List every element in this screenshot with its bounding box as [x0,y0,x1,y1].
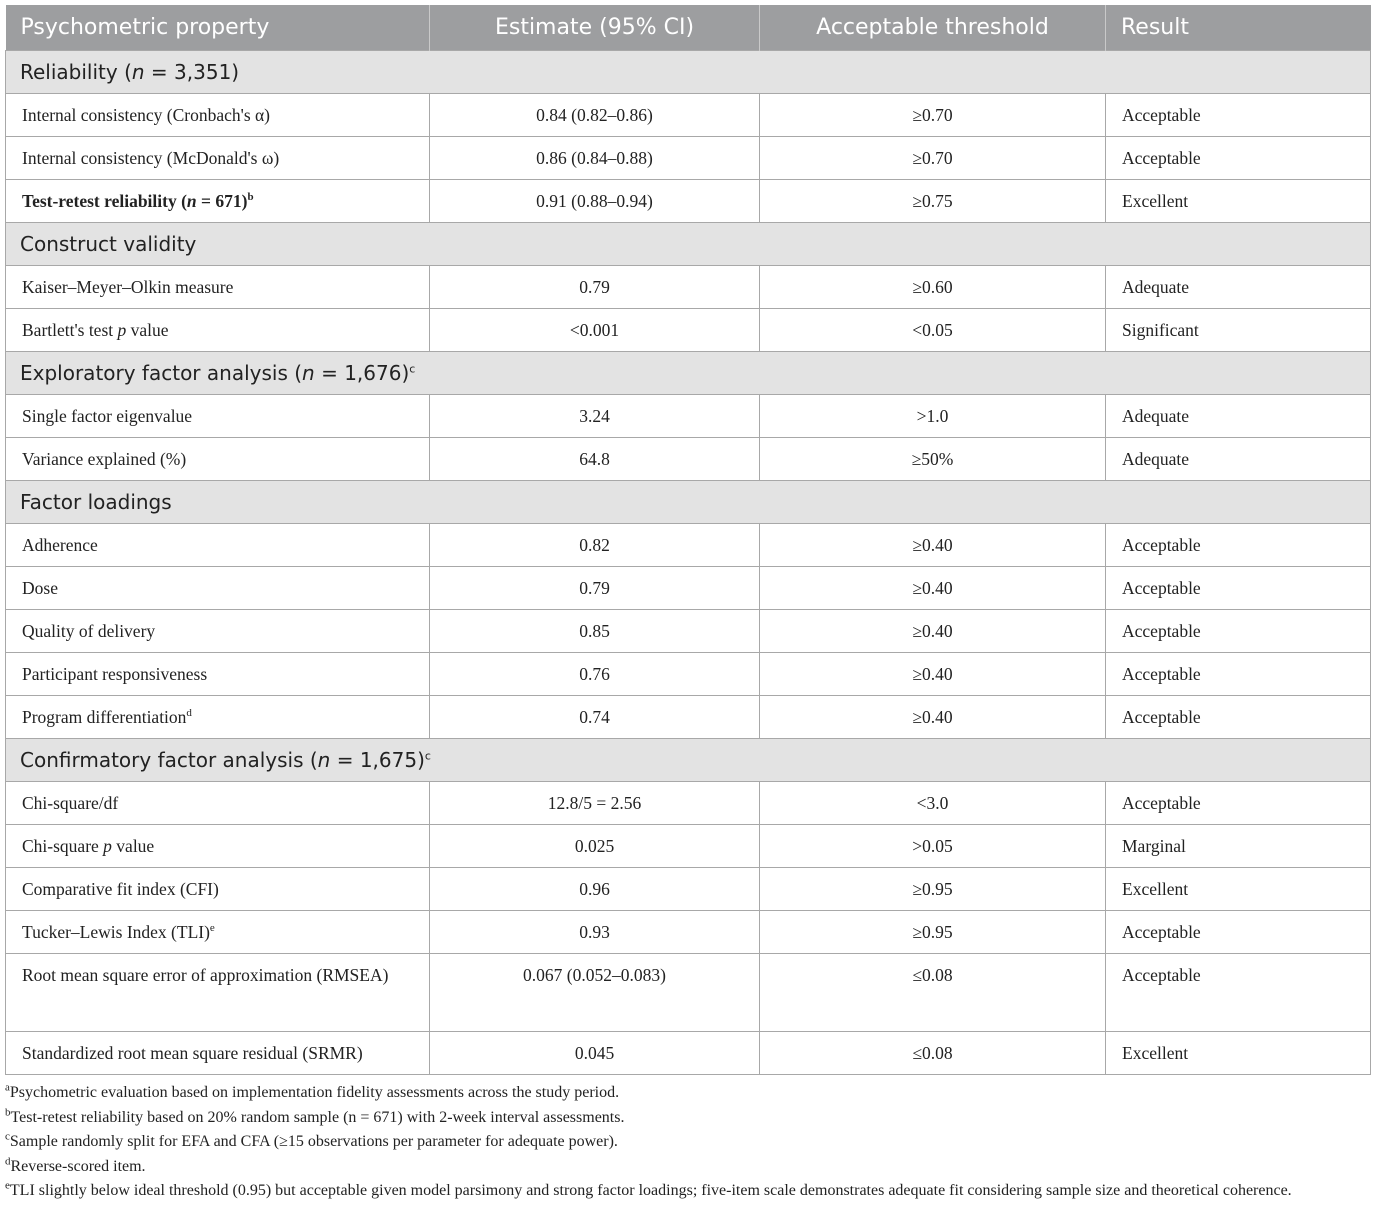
estimate-cell: 64.8 [430,438,760,481]
estimate-cell: 0.91 (0.88–0.94) [430,180,760,223]
section-title-efa: Exploratory factor analysis (n = 1,676)$^c$ [6,352,1371,395]
result-cell: Significant [1106,309,1371,352]
threshold-cell: >1.0 [760,395,1106,438]
header-threshold: Acceptable threshold [760,5,1106,51]
result-cell: Acceptable [1106,911,1371,954]
header-result: Result [1106,5,1371,51]
threshold-cell: ≥0.40 [760,524,1106,567]
property-cell: Program differentiation$^d$ [6,696,430,739]
estimate-cell: 3.24 [430,395,760,438]
result-cell: Acceptable [1106,524,1371,567]
section-row-efa [6,352,1371,395]
property-cell: Single factor eigenvalue [6,395,430,438]
section-row-loadings [6,481,1371,524]
property-cell: Kaiser–Meyer–Olkin measure [6,266,430,309]
estimate-cell: 0.067 (0.052–0.083) [430,954,760,1032]
table-row [6,266,1371,309]
estimate-cell: 0.74 [430,696,760,739]
property-cell: Standardized root mean square residual (SRMR) [6,1032,430,1075]
estimate-cell: 12.8/5 = 2.56 [430,782,760,825]
threshold-cell: ≥0.40 [760,653,1106,696]
footnote-mark: d [186,706,192,719]
section-title-loadings: Factor loadings [6,481,1371,524]
header-estimate: Estimate (95% CI) [430,5,760,51]
footnote-mark: a [5,1081,10,1094]
property-cell: Variance explained (%) [6,438,430,481]
footnote-d: $^d$Reverse-scored item. [5,1155,146,1175]
property-cell: Participant responsiveness [6,653,430,696]
threshold-cell: ≥0.40 [760,696,1106,739]
property-cell: Test-retest reliability (n = 671)$^b$ [6,180,430,223]
threshold-cell: ≥0.40 [760,567,1106,610]
property-cell: Internal consistency (Cronbach's α) [6,94,430,137]
property-cell: Dose [6,567,430,610]
property-cell: Chi-square/df [6,782,430,825]
section-row-reliability [6,51,1371,94]
estimate-cell: 0.045 [430,1032,760,1075]
table-row [6,954,1371,1032]
footnote-c: $^c$Sample randomly split for EFA and CFA (≥15 observations per parameter for adequate power). [5,1130,618,1150]
footnote-mark: e [5,1179,10,1192]
threshold-cell: <0.05 [760,309,1106,352]
section-row-construct [6,223,1371,266]
estimate-cell: 0.79 [430,266,760,309]
estimate-cell: 0.84 (0.82–0.86) [430,94,760,137]
result-cell: Adequate [1106,266,1371,309]
footnote-mark: d [5,1155,11,1168]
result-cell: Acceptable [1106,653,1371,696]
table-row [6,610,1371,653]
property-cell: Bartlett's test p value [6,309,430,352]
property-cell: Root mean square error of approximation (RMSEA) [6,954,430,1032]
psychometric-table [5,5,1371,1075]
footnote-mark: b [5,1106,11,1119]
threshold-cell: ≥0.40 [760,610,1106,653]
section-row-cfa [6,739,1371,782]
threshold-cell: ≥50% [760,438,1106,481]
estimate-cell: <0.001 [430,309,760,352]
table-row [6,825,1371,868]
footnote-a: $^a$Psychometric evaluation based on implementation fidelity assessments across the study period. [5,1081,620,1101]
table-row [6,524,1371,567]
threshold-cell: ≥0.60 [760,266,1106,309]
estimate-cell: 0.96 [430,868,760,911]
threshold-cell: <3.0 [760,782,1106,825]
footnote-mark: c [409,362,416,376]
threshold-cell: >0.05 [760,825,1106,868]
property-cell: Comparative fit index (CFI) [6,868,430,911]
table-row [6,137,1371,180]
property-cell: Quality of delivery [6,610,430,653]
table-row [6,395,1371,438]
table-footnotes [5,1081,1370,1204]
estimate-cell: 0.85 [430,610,760,653]
result-cell: Excellent [1106,868,1371,911]
table-row [6,868,1371,911]
threshold-cell: ≥0.75 [760,180,1106,223]
table-row [6,653,1371,696]
property-cell: Tucker–Lewis Index (TLI)$^e$ [6,911,430,954]
estimate-cell: 0.79 [430,567,760,610]
property-cell: Adherence [6,524,430,567]
table-row [6,696,1371,739]
estimate-cell: 0.025 [430,825,760,868]
footnote-mark: c [5,1130,10,1143]
header-property: Psychometric property [6,5,430,51]
section-title-construct: Construct validity [6,223,1371,266]
threshold-cell: ≤0.08 [760,954,1106,1032]
result-cell: Acceptable [1106,696,1371,739]
footnote-mark: b [247,190,254,203]
table-row [6,567,1371,610]
table-row [6,438,1371,481]
estimate-cell: 0.93 [430,911,760,954]
footnote-mark: c [424,749,431,763]
result-cell: Marginal [1106,825,1371,868]
threshold-cell: ≥0.95 [760,911,1106,954]
table-row [6,94,1371,137]
threshold-cell: ≥0.95 [760,868,1106,911]
result-cell: Acceptable [1106,782,1371,825]
result-cell: Excellent [1106,1032,1371,1075]
table-row [6,180,1371,223]
result-cell: Acceptable [1106,610,1371,653]
footnote-b: $^b$Test-retest reliability based on 20% random sample (n = 671) with 2-week interval assessments. [5,1106,625,1126]
result-cell: Adequate [1106,395,1371,438]
result-cell: Acceptable [1106,567,1371,610]
estimate-cell: 0.82 [430,524,760,567]
property-cell: Chi-square p value [6,825,430,868]
threshold-cell: ≥0.70 [760,137,1106,180]
table-row [6,1032,1371,1075]
footnote-mark: e [209,921,215,934]
threshold-cell: ≤0.08 [760,1032,1106,1075]
table-row [6,782,1371,825]
table-row [6,911,1371,954]
result-cell: Adequate [1106,438,1371,481]
result-cell: Excellent [1106,180,1371,223]
property-cell: Internal consistency (McDonald's ω) [6,137,430,180]
psychometric-table-container [5,5,1370,1204]
section-title-cfa: Confirmatory factor analysis (n = 1,675)$^c$ [6,739,1371,782]
result-cell: Acceptable [1106,137,1371,180]
estimate-cell: 0.86 (0.84–0.88) [430,137,760,180]
estimate-cell: 0.76 [430,653,760,696]
table-row [6,309,1371,352]
result-cell: Acceptable [1106,954,1371,1032]
threshold-cell: ≥0.70 [760,94,1106,137]
footnote-e: $^e$TLI slightly below ideal threshold (0.95) but acceptable given model parsimony and strong factor loadings; five-item scale demonstrates adequate fit considering sample size and theoretical coherence. [5,1179,1292,1199]
section-title-reliability: Reliability (n = 3,351) [6,51,1371,94]
result-cell: Acceptable [1106,94,1371,137]
table-header-row [6,5,1371,51]
